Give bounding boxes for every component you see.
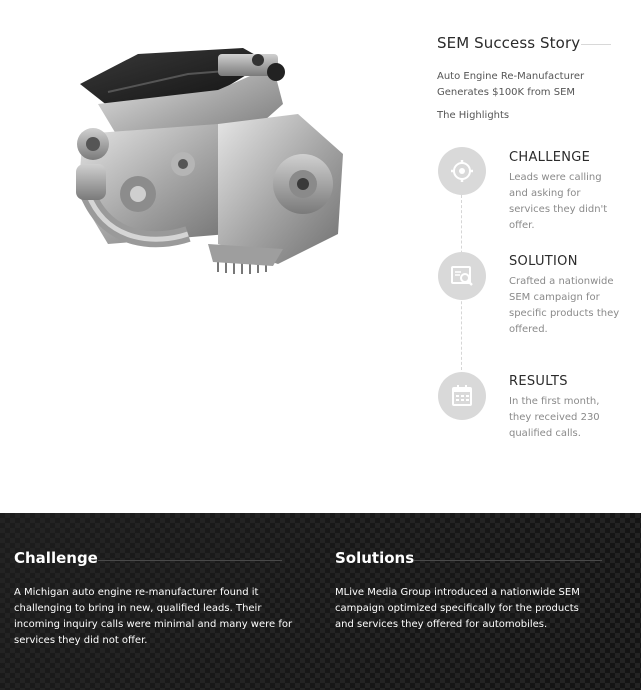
engine-image — [68, 44, 348, 284]
solutions-heading-divider — [414, 560, 602, 561]
results-step-title: RESULTS — [509, 374, 568, 389]
challenge-body: A Michigan auto engine re-manufacturer found it challenging to bring in new, qualified leads. Their incoming inquiry calls were minimal and many were for services they did not offer. — [14, 587, 293, 646]
details-section — [0, 513, 641, 690]
solution-step-text: Crafted a nationwide SEM campaign for specific products they offered. — [509, 276, 620, 335]
calendar-icon — [449, 383, 475, 409]
solution-step-circle — [438, 252, 486, 300]
challenge-heading-divider — [98, 560, 282, 561]
solutions-body: MLive Media Group introduced a nationwide SEM campaign optimized specifically for the products and services they offered for automobiles. — [335, 587, 580, 630]
story-title: SEM Success Story — [437, 34, 581, 52]
search-document-icon — [449, 263, 475, 289]
title-divider — [581, 44, 611, 45]
highlights-label: The Highlights — [437, 110, 510, 121]
phone-gear-icon — [449, 158, 475, 184]
results-step-text: In the first month, they received 230 qualified calls. — [509, 396, 600, 439]
challenge-step-circle — [438, 147, 486, 195]
challenge-step-title: CHALLENGE — [509, 150, 591, 165]
results-step-circle — [438, 372, 486, 420]
solutions-heading: Solutions — [335, 549, 415, 567]
challenge-step-text: Leads were calling and asking for services they didn't offer. — [509, 172, 608, 231]
engine-illustration — [68, 44, 348, 284]
story-subtitle: Auto Engine Re-Manufacturer Generates $100K from SEM — [437, 71, 585, 98]
solution-step-title: SOLUTION — [509, 254, 578, 269]
challenge-heading: Challenge — [14, 549, 98, 567]
